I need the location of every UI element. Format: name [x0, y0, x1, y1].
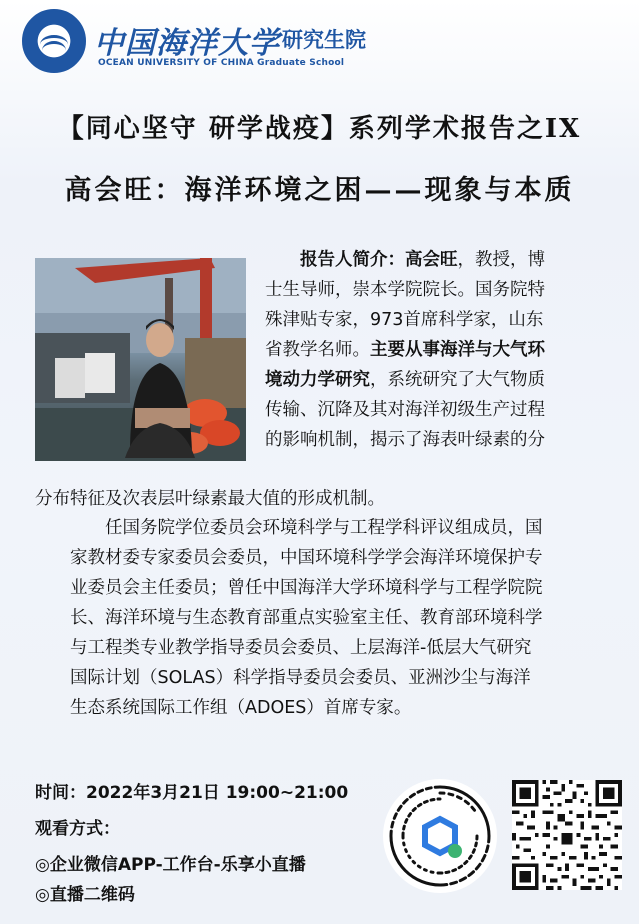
intro-line: [265, 245, 613, 275]
talk-title: 高会旺：海洋环境之困——现象与本质: [64, 175, 575, 206]
positions-line: 家教材委专家委员会委员，中国环境科学学会海洋环境保护专: [70, 548, 543, 568]
intro-text: 省教学名师。: [265, 340, 370, 360]
speaker-name: 高会旺: [405, 250, 458, 270]
university-name-en: OCEAN UNIVERSITY OF CHINA Graduate School: [98, 58, 345, 68]
series-title: 【同心坚守 研学战疫】系列学术报告之IX: [57, 114, 582, 144]
intro-label: 报告人简介：: [300, 250, 405, 270]
research-focus: 主要从事海洋与大气环: [370, 340, 545, 360]
event-time: 时间：2022年3月21日 19:00~21:00: [35, 783, 349, 803]
intro-line: [265, 365, 613, 395]
speaker-positions: [35, 513, 615, 723]
watch-option-qr[interactable]: ◎直播二维码: [35, 885, 135, 905]
intro-text: ，系统研究了大气物质: [370, 370, 545, 390]
university-name-cn: 中国海洋大学: [94, 26, 280, 61]
positions-line: 国际计划（SOLAS）科学指导委员会委员、亚洲沙尘与海洋: [70, 668, 531, 688]
intro-line: [265, 395, 613, 425]
speaker-photo-illustration: [35, 258, 246, 461]
graduate-school-cn: 研究生院: [282, 28, 366, 52]
livestream-qr-code[interactable]: [512, 780, 622, 890]
speaker-photo: [35, 258, 246, 461]
intro-text: ，教授，博: [457, 250, 545, 270]
intro-line: [265, 335, 613, 365]
intro-text: 的影响机制，揭示了海表叶绿素的分: [265, 430, 545, 450]
watch-option-wecom[interactable]: ◎企业微信APP-工作台-乐享小直播: [35, 855, 306, 875]
research-focus: 境动力学研究: [265, 370, 370, 390]
positions-line: 生态系统国际工作组（ADOES）首席专家。: [70, 698, 412, 718]
intro-last-line: 分布特征及次表层叶绿素最大值的形成机制。: [35, 489, 385, 509]
speaker-intro: [265, 245, 613, 455]
positions-line: 任国务院学位委员会环境科学与工程学科评议组成员，国: [105, 518, 543, 538]
qr-code-icon: [512, 780, 622, 890]
positions-line: 与工程类专业教学指导委员会委员、上层海洋-低层大气研究: [70, 638, 532, 658]
intro-text: 士生导师，崇本学院院长。国务院特: [265, 280, 545, 300]
mini-program-qr-icon: [383, 779, 497, 893]
intro-line: [265, 305, 613, 335]
intro-text: 传输、沉降及其对海洋初级生产过程: [265, 400, 545, 420]
university-logo: [22, 9, 86, 73]
intro-text: 殊津贴专家，973首席科学家，山东: [265, 310, 544, 330]
intro-line: [265, 425, 613, 455]
watch-label: 观看方式：: [35, 819, 120, 839]
positions-line: 长、海洋环境与生态教育部重点实验室主任、教育部环境科学: [70, 608, 543, 628]
logo-wave-icon: [42, 41, 66, 60]
positions-line: 业委员会主任委员；曾任中国海洋大学环境科学与工程学院院: [70, 578, 543, 598]
intro-line: [265, 275, 613, 305]
livestream-mini-program-code[interactable]: [383, 779, 497, 893]
